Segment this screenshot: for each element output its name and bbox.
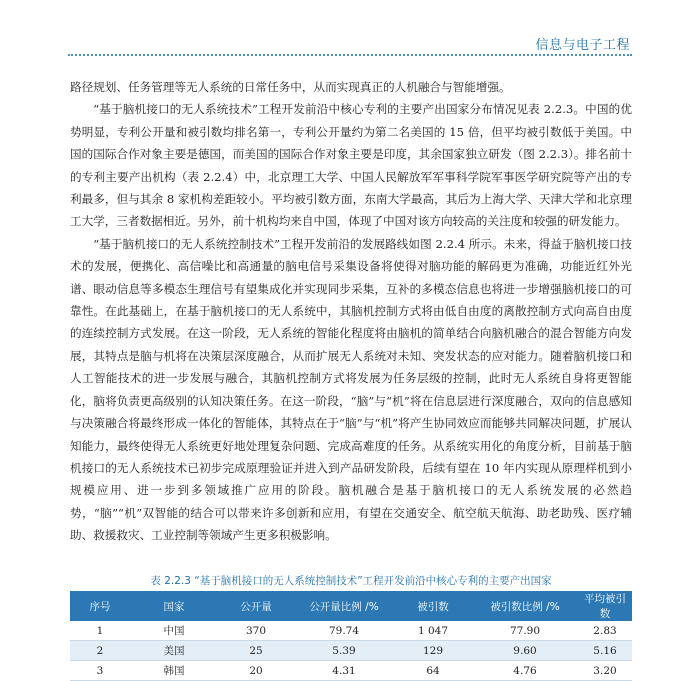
table-cell: 20 — [218, 661, 294, 681]
column-header: 公开量比例 /% — [294, 591, 394, 621]
table-cell: 25 — [218, 641, 294, 661]
table-cell: 2 — [70, 641, 130, 661]
table-cell: 79.74 — [294, 621, 394, 641]
header-title: 信息与电子工程 — [535, 38, 630, 53]
table-cell: 370 — [218, 621, 294, 641]
table-cell: 9.60 — [472, 641, 578, 661]
table-cell: 5.39 — [294, 641, 394, 661]
column-header: 序号 — [70, 591, 130, 621]
body-text — [70, 76, 632, 547]
table-header-row — [70, 591, 632, 621]
table-cell: 4.76 — [472, 661, 578, 681]
paragraph: “基于脑机接口的无人系统技术”工程开发前沿中核心专利的主要产出国家分布情况见表 2.2.3。中国的优势明显，专利公开量和被引数均排名第一，专利公开量约为第二名美国的 15 倍，但平均被引数低于美国。中国的国际合作对象主要是德国，而美国的国际合作对象主要是印度，其余国家独立研发（图 2.2.3）。排名前十的专利主要产出机构（表 2.2.4）中，北京理工大学、中国人民解放军军事科学院军事医学研究院等产出的专利最多，但与其余 8 家机构差距较小。平均被引数方面，东南大学最高，其后为上海大学、天津大学和北京理工大学，三者数据相近。另外，前十机构均来自中国，体现了中国对该方向较高的关注度和较强的研发能力。 — [70, 102, 632, 229]
table-row — [70, 621, 632, 641]
table-row — [70, 641, 632, 661]
table-cell: 3.20 — [578, 661, 632, 681]
table-cell: 5.16 — [578, 641, 632, 661]
column-header: 被引数比例 /% — [472, 591, 578, 621]
table-cell: 1 — [70, 621, 130, 641]
table-cell: 3 — [70, 661, 130, 681]
column-header: 平均被引数 — [578, 591, 632, 621]
table-cell: 中国 — [130, 621, 218, 641]
table-cell: 2.83 — [578, 621, 632, 641]
table-cell: 韩国 — [130, 661, 218, 681]
table-cell: 1 047 — [394, 621, 472, 641]
table-cell: 4.31 — [294, 661, 394, 681]
table-caption: 表 2.2.3 “基于脑机接口的无人系统控制技术”工程开发前沿中核心专利的主要产出国家 — [150, 575, 552, 587]
table-cell: 129 — [394, 641, 472, 661]
paragraph: “基于脑机接口的无人系统控制技术”工程开发前沿的发展路线如图 2.2.4 所示。未来，得益于脑机接口技术的发展，便携化、高信噪比和高通量的脑电信号采集设备将使得对脑功能的解码更为准确，功能近红外光谱、眼动信息等多模态生理信号有望集成化并实现同步采集，互补的多模态信息也将进一步增强脑机接口的可靠性。在此基础上，在基于脑机接口的无人系统中，其脑机控制方式将由低自由度的离散控制方式向高自由度的连续控制方式发展。在这一阶段，无人系统的智能化程度将由脑机的简单结合向脑机融合的混合智能方向发展，其特点是脑与机将在决策层深度融合，从而扩展无人系统对未知、突发状态的应对能力。随着脑机接口和人工智能技术的进一步发展与融合，其脑机控制方式将发展为任务层级的控制，此时无人系统自身将更智能化，脑将负责更高级别的认知决策任务。在这一阶段，“脑”与“机”将在信息层进行深度融合，双向的信息感知与决策融合将最终形成一体化的智能体，其特点在于“脑”与“机”将产生协同效应而能够共同解决问题，扩展认知能力，最终使得无人系统更好地处理复杂问题、完成高难度的任务。从系统实用化的角度分析，目前基于脑机接口的无人系统技术已初步完成原理验证并进入到产品研发阶段，后续有望在 10 年内实现从原理样机到小规模应用、进一步到多领域推广应用的阶段。脑机融合是基于脑机接口的无人系统发展的必然趋势，“脑”“机”双智能的结合可以带来许多创新和应用，有望在交通安全、航空航天航海、助老助残、医疗辅助、救援救灾、工业控制等领域产生更多积极影响。 — [70, 236, 632, 543]
header-divider — [68, 54, 632, 56]
column-header: 公开量 — [218, 591, 294, 621]
paragraph: 路径规划、任务管理等无人系统的日常任务中，从而实现真正的人机融合与智能增强。 — [70, 80, 511, 94]
column-header: 国家 — [130, 591, 218, 621]
patent-country-table — [70, 591, 632, 681]
table-cell: 77.90 — [472, 621, 578, 641]
column-header: 被引数 — [394, 591, 472, 621]
table-row — [70, 661, 632, 681]
running-header — [68, 34, 634, 52]
table-cell: 美国 — [130, 641, 218, 661]
table-cell: 64 — [394, 661, 472, 681]
